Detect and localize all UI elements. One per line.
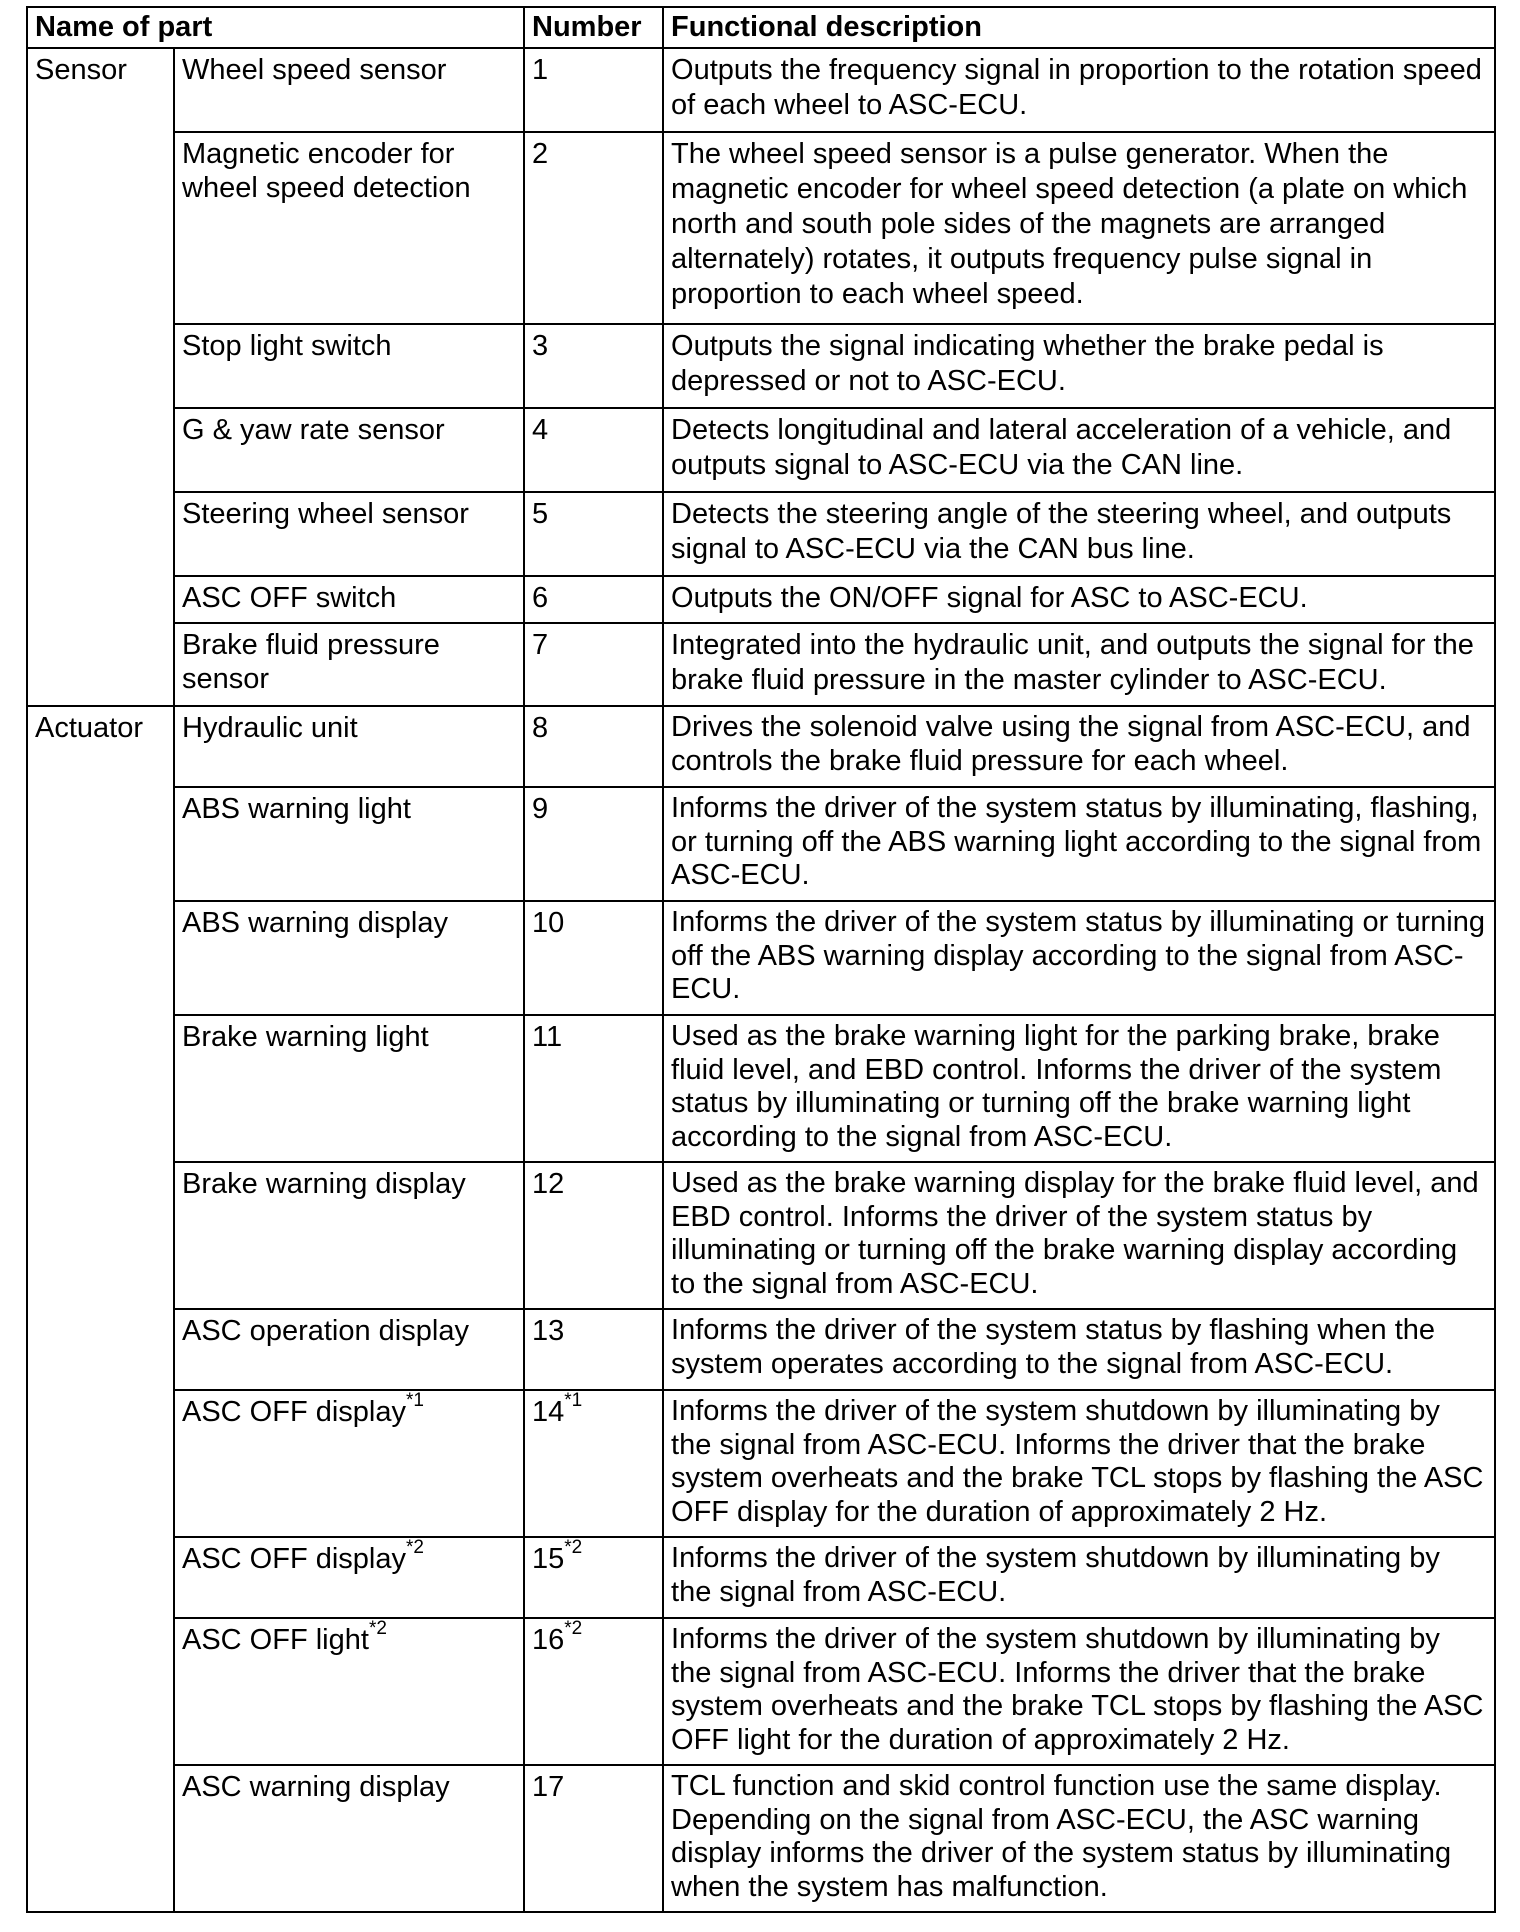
- part-description: Used as the brake warning display for the brake fluid level, and EBD control. Informs the driver of the system status by illuminating or turning off the brake warning display according to the signal from ASC-ECU.: [663, 1162, 1495, 1309]
- part-footnote-mark: *2: [368, 1618, 387, 1640]
- part-description: Informs the driver of the system shutdown by illuminating by the signal from ASC-ECU. Informs the driver that the brake system overheats and the brake TCL stops by flashing the ASC OFF display for the duration of approximately 2 Hz.: [663, 1390, 1495, 1537]
- table-row: [27, 1162, 1495, 1309]
- part-description: Drives the solenoid valve using the signal from ASC-ECU, and controls the brake fluid pressure for each wheel.: [663, 706, 1495, 787]
- part-name: Magnetic encoder for wheel speed detection: [174, 132, 524, 324]
- part-name: [174, 1537, 524, 1618]
- part-name: Brake warning light: [174, 1015, 524, 1162]
- part-description: Detects the steering angle of the steering wheel, and outputs signal to ASC-ECU via the CAN bus line.: [663, 492, 1495, 576]
- part-name: ASC operation display: [174, 1309, 524, 1390]
- table-row: [27, 1390, 1495, 1537]
- part-description: TCL function and skid control function use the same display. Depending on the signal from ASC-ECU, the ASC warning display informs the driver of the system status by illuminating when the system has malfunction.: [663, 1765, 1495, 1912]
- category-actuator: Actuator: [27, 706, 174, 1912]
- part-number-text: 16: [532, 1624, 565, 1656]
- part-number: 9: [524, 787, 663, 901]
- number-footnote-mark: *2: [564, 1618, 583, 1640]
- part-description: Informs the driver of the system shutdown by illuminating by the signal from ASC-ECU. Informs the driver that the brake system overheats and the brake TCL stops by flashing the ASC OFF light for the duration of approximately 2 Hz.: [663, 1618, 1495, 1765]
- part-name: ABS warning light: [174, 787, 524, 901]
- part-name-text: ASC OFF display: [182, 1543, 406, 1575]
- part-number: [524, 1618, 663, 1765]
- part-description: The wheel speed sensor is a pulse generator. When the magnetic encoder for wheel speed detection (a plate on which north and south pole sides of the magnets are arranged alternately) rotates, it outputs frequency pulse signal in proportion to each wheel speed.: [663, 132, 1495, 324]
- table-row: [27, 492, 1495, 576]
- part-name: Brake warning display: [174, 1162, 524, 1309]
- header-name-of-part: Name of part: [27, 7, 524, 48]
- part-description: Informs the driver of the system status by illuminating or turning off the ABS warning display according to the signal from ASC-ECU.: [663, 901, 1495, 1015]
- category-sensor: Sensor: [27, 48, 174, 706]
- part-number: 13: [524, 1309, 663, 1390]
- part-name: Steering wheel sensor: [174, 492, 524, 576]
- part-name: Wheel speed sensor: [174, 48, 524, 132]
- table-row: [27, 1015, 1495, 1162]
- table-row: [27, 901, 1495, 1015]
- part-number-text: 15: [532, 1543, 565, 1575]
- part-number: 12: [524, 1162, 663, 1309]
- part-footnote-mark: *2: [406, 1537, 424, 1559]
- part-name: [174, 1618, 524, 1765]
- part-number: 6: [524, 576, 663, 623]
- part-name-text: ASC OFF display: [182, 1396, 406, 1428]
- table-row: [27, 48, 1495, 132]
- part-number: 5: [524, 492, 663, 576]
- part-name: Brake fluid pressure sensor: [174, 623, 524, 706]
- part-number: 2: [524, 132, 663, 324]
- part-description: Informs the driver of the system shutdown by illuminating by the signal from ASC-ECU.: [663, 1537, 1495, 1618]
- table-row: [27, 1765, 1495, 1912]
- table-header-row: [27, 7, 1495, 48]
- part-description: Integrated into the hydraulic unit, and outputs the signal for the brake fluid pressure in the master cylinder to ASC-ECU.: [663, 623, 1495, 706]
- table-row: [27, 324, 1495, 408]
- part-number: 17: [524, 1765, 663, 1912]
- part-name: G & yaw rate sensor: [174, 408, 524, 492]
- table-row: [27, 1309, 1495, 1390]
- part-footnote-mark: *1: [406, 1390, 424, 1412]
- number-footnote-mark: *2: [564, 1537, 583, 1559]
- part-description: Informs the driver of the system status by flashing when the system operates according to the signal from ASC-ECU.: [663, 1309, 1495, 1390]
- part-description: Outputs the frequency signal in proportion to the rotation speed of each wheel to ASC-ECU.: [663, 48, 1495, 132]
- part-number-text: 14: [532, 1396, 565, 1428]
- part-name: ABS warning display: [174, 901, 524, 1015]
- part-name: ASC warning display: [174, 1765, 524, 1912]
- table-row: [27, 787, 1495, 901]
- part-name: Hydraulic unit: [174, 706, 524, 787]
- part-name: [174, 1390, 524, 1537]
- part-name-text: ASC OFF light: [182, 1624, 369, 1656]
- part-number: 7: [524, 623, 663, 706]
- table-row: [27, 408, 1495, 492]
- table-row: [27, 576, 1495, 623]
- table-row: [27, 623, 1495, 706]
- number-footnote-mark: *1: [564, 1390, 583, 1412]
- part-description: Used as the brake warning light for the parking brake, brake fluid level, and EBD control. Informs the driver of the system status by illuminating or turning off the brake warning light according to the signal from ASC-ECU.: [663, 1015, 1495, 1162]
- table-row: [27, 706, 1495, 787]
- part-name: ASC OFF switch: [174, 576, 524, 623]
- header-functional-description: Functional description: [663, 7, 1495, 48]
- header-number: Number: [524, 7, 663, 48]
- part-number: [524, 1537, 663, 1618]
- part-number: 1: [524, 48, 663, 132]
- part-description: Outputs the ON/OFF signal for ASC to ASC-ECU.: [663, 576, 1495, 623]
- part-number: [524, 1390, 663, 1537]
- table-row: [27, 1618, 1495, 1765]
- part-number: 11: [524, 1015, 663, 1162]
- part-number: 4: [524, 408, 663, 492]
- table-row: [27, 1537, 1495, 1618]
- part-description: Informs the driver of the system status by illuminating, flashing, or turning off the ABS warning light according to the signal from ASC-ECU.: [663, 787, 1495, 901]
- part-number: 3: [524, 324, 663, 408]
- part-description: Detects longitudinal and lateral acceleration of a vehicle, and outputs signal to ASC-ECU via the CAN line.: [663, 408, 1495, 492]
- part-description: Outputs the signal indicating whether the brake pedal is depressed or not to ASC-ECU.: [663, 324, 1495, 408]
- part-number: 8: [524, 706, 663, 787]
- part-name: Stop light switch: [174, 324, 524, 408]
- table-row: [27, 132, 1495, 324]
- part-number: 10: [524, 901, 663, 1015]
- parts-table: [26, 6, 1496, 1913]
